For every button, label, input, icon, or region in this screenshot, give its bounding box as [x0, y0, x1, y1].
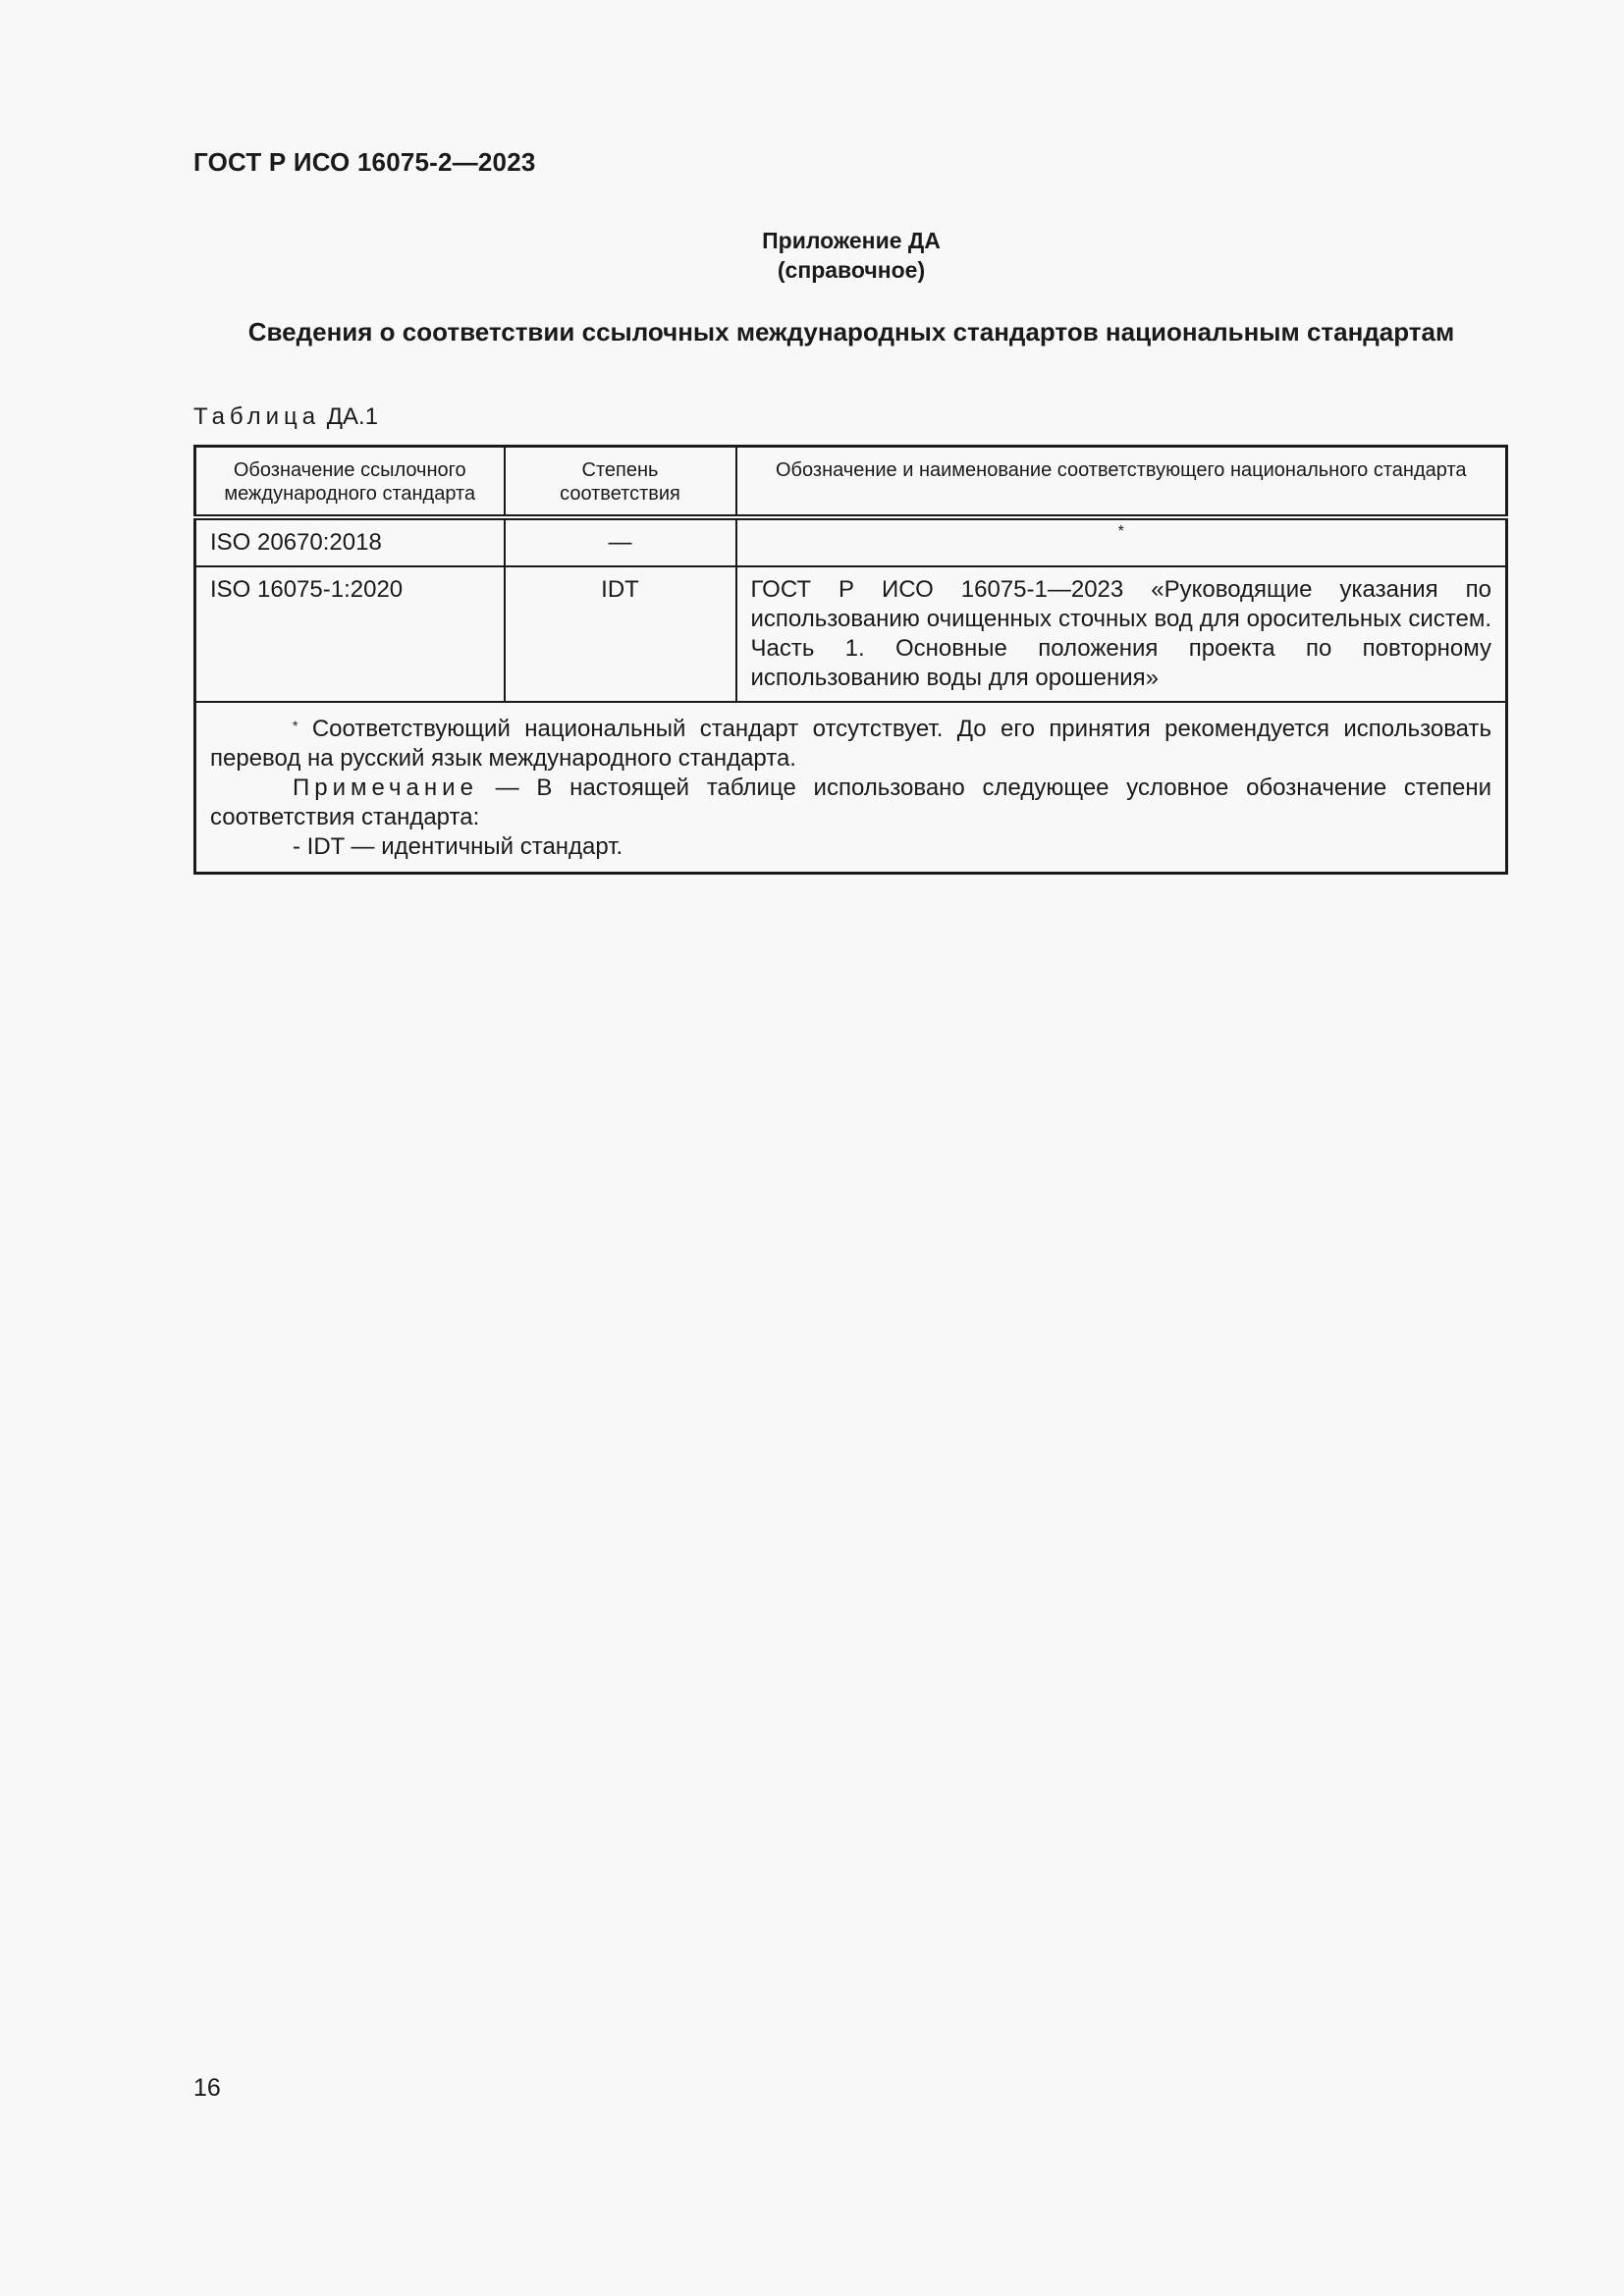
note [210, 774, 1491, 832]
table-footer [195, 702, 1507, 874]
table-row [195, 566, 1507, 702]
page-number: 16 [193, 2074, 221, 2102]
cell-intl-standard: ISO 16075-1:2020 [195, 566, 505, 702]
table-caption-word: Таблица [193, 403, 321, 430]
cell-national-standard: * [736, 517, 1507, 566]
cell-national-standard: ГОСТ Р ИСО 16075-1—2023 «Руководящие указания по использованию очищенных сточных вод для оросительных систем. Часть 1. Основные положения проекта по повторному использованию воды для орошения» [736, 566, 1507, 702]
table-footer-row [195, 702, 1507, 874]
correspondence-table [193, 445, 1508, 875]
note-text: — В настоящей таблице использовано следующее условное обозначение степени соответствия стандарта: [210, 774, 1491, 830]
cell-degree: IDT [505, 566, 736, 702]
column-header-degree: Степень соответствия [505, 447, 736, 518]
section-title: Сведения о соответствии ссылочных международных стандартов национальным стандартам [247, 317, 1455, 347]
table-row [195, 517, 1507, 566]
column-header-intl-standard: Обозначение ссылочного международного стандарта [195, 447, 505, 518]
table-header-row [195, 447, 1507, 518]
footnote-marker: * [293, 718, 298, 733]
appendix-title: Приложение ДА [762, 228, 941, 253]
cell-intl-standard: ISO 20670:2018 [195, 517, 505, 566]
appendix-subtitle: (справочное) [777, 257, 926, 283]
footnote-text: Соответствующий национальный стандарт отсутствует. До его принятия рекомендуется использовать перевод на русский язык международного стандарта. [210, 716, 1492, 772]
table-caption [193, 403, 378, 431]
column-header-national-standard: Обозначение и наименование соответствующего национального стандарта [736, 447, 1507, 518]
note-item: - IDT — идентичный стандарт. [293, 833, 623, 860]
footnote [210, 715, 1491, 774]
cell-degree: — [505, 517, 736, 566]
note-label: Примечание [293, 774, 478, 801]
table-caption-number: ДА.1 [326, 403, 379, 430]
appendix-heading [193, 226, 1509, 285]
document-code: ГОСТ Р ИСО 16075-2—2023 [193, 147, 536, 177]
